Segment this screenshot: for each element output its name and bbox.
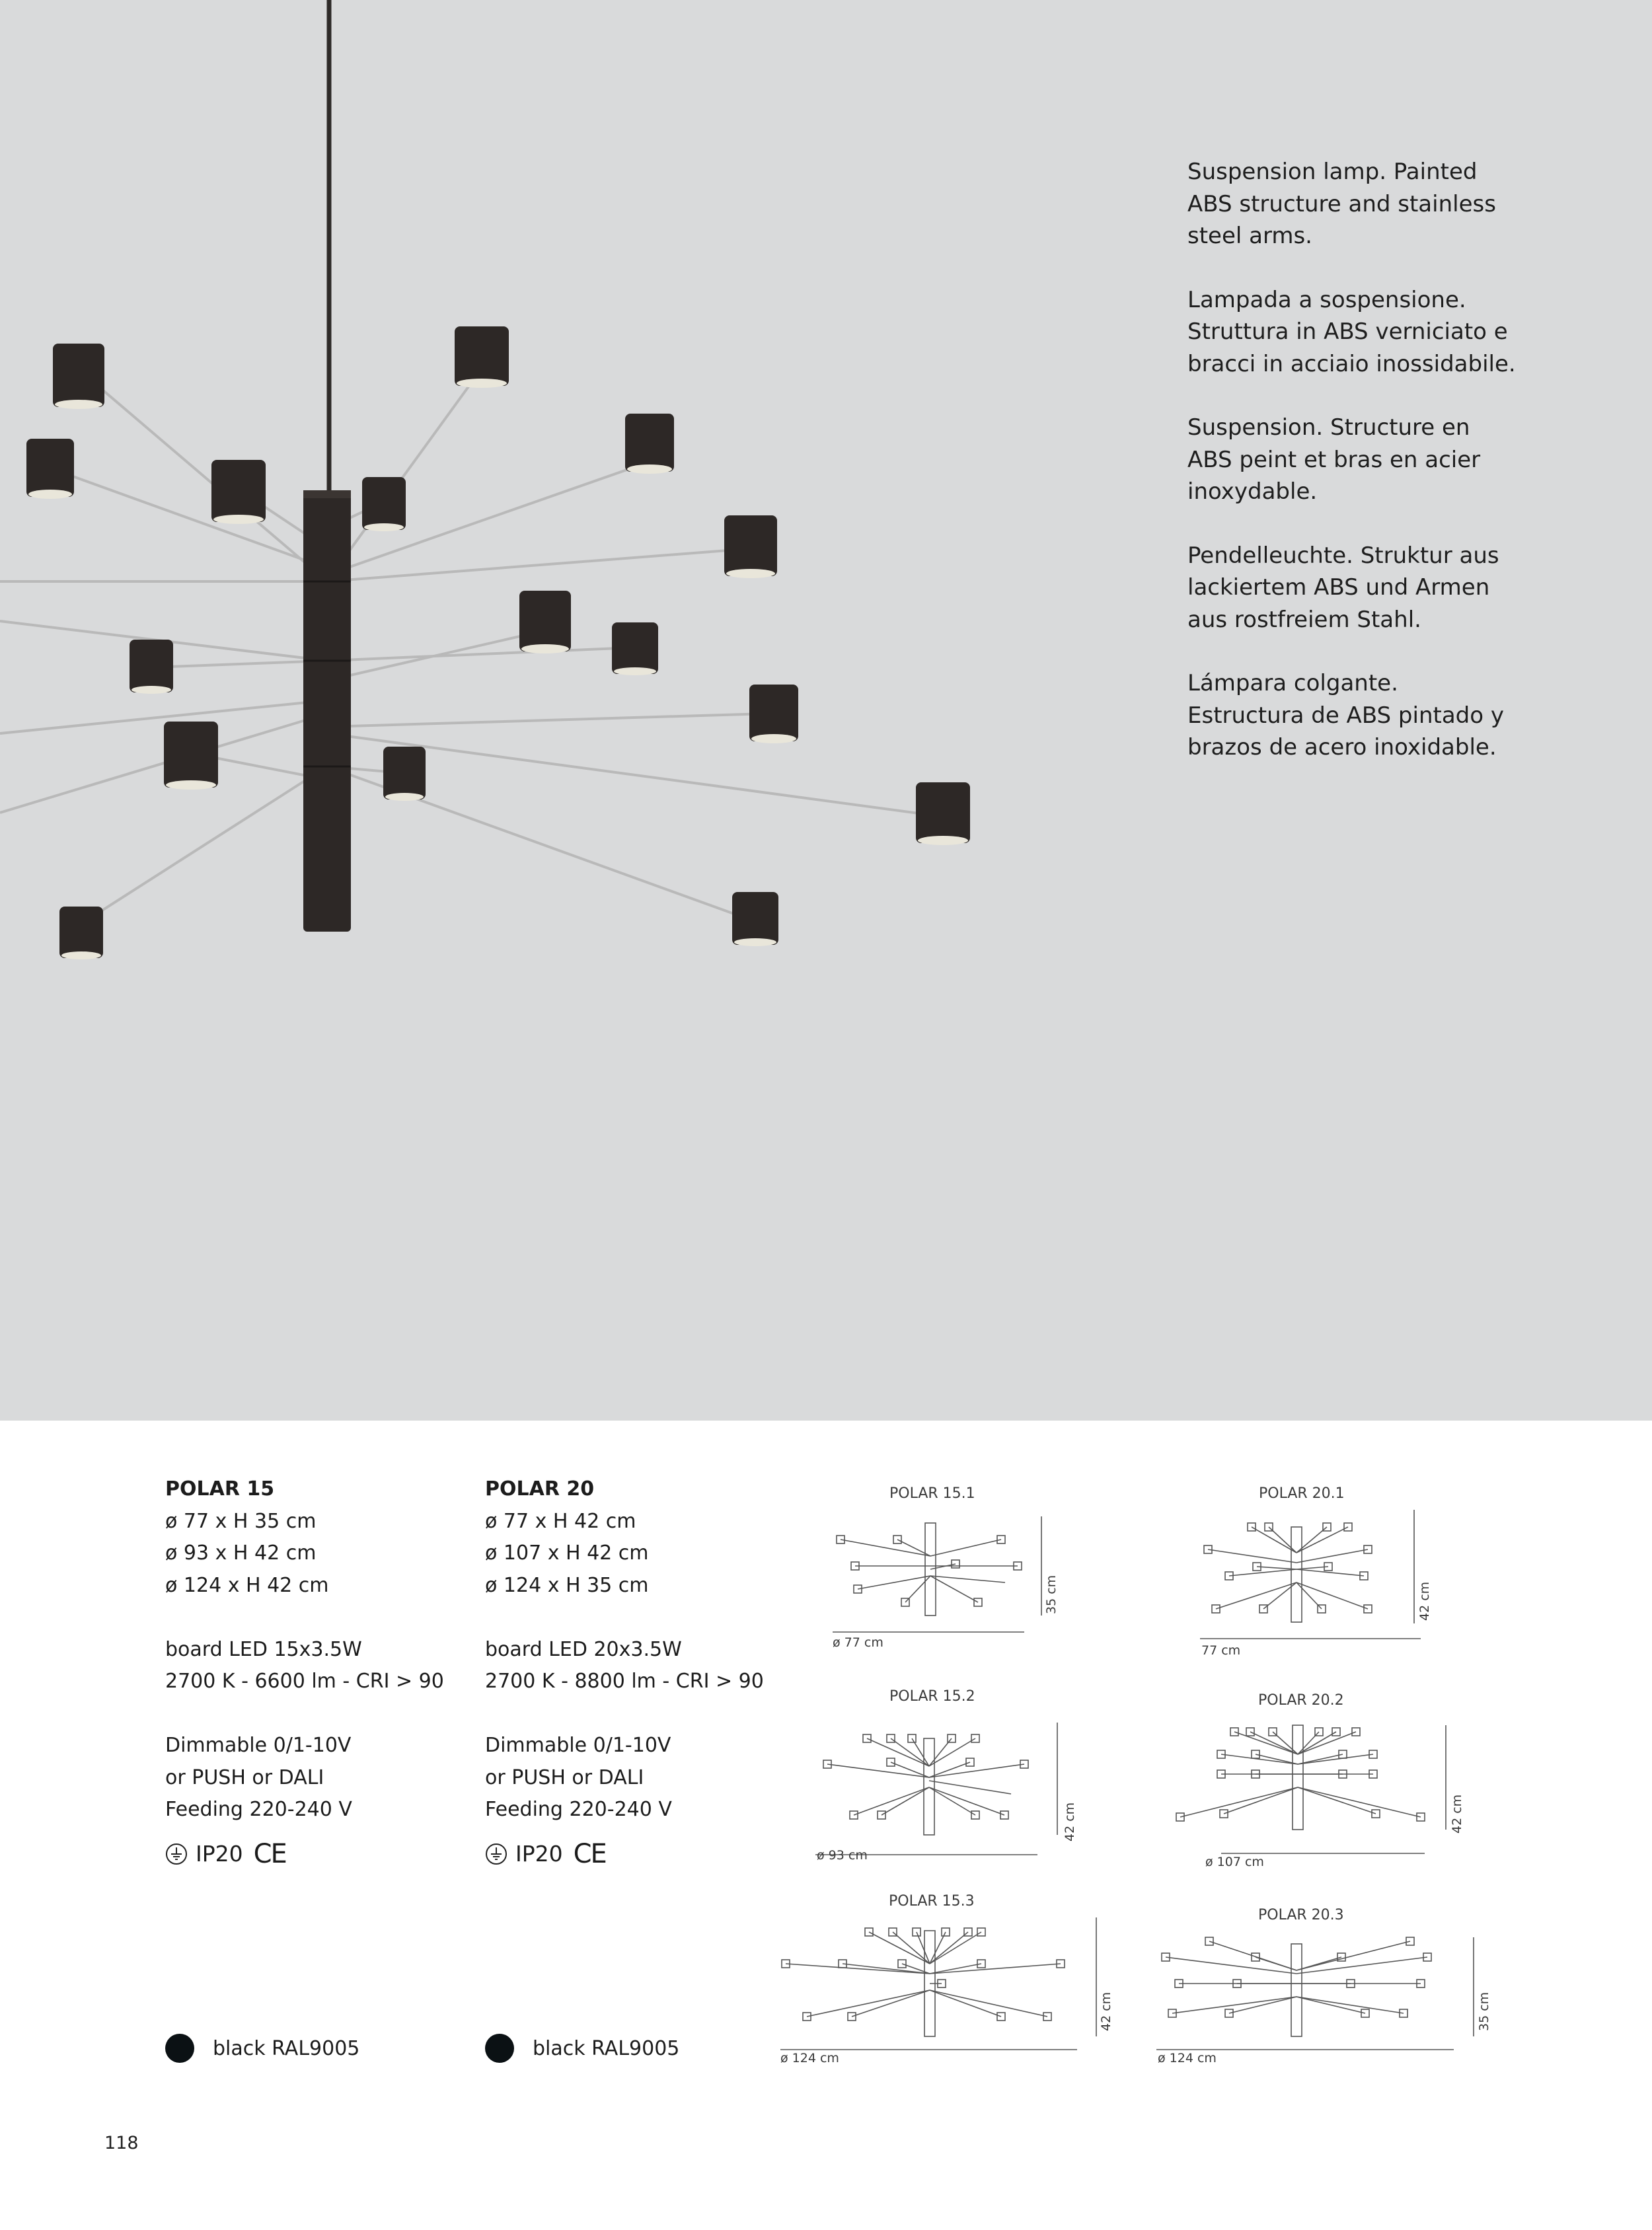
spec-column-polar-20 [485,1473,763,1870]
height-label: 42 cm [1450,1794,1464,1834]
description-it: Lampada a sospensione. Struttura in ABS verniciato e bracci in acciaio inossidabile. [1187,286,1516,377]
model-name: POLAR 15 [165,1477,275,1501]
height-label: 42 cm [1063,1802,1077,1841]
earth-ground-icon [485,1843,507,1865]
size-line: ø 77 x H 35 cm [165,1509,317,1533]
earth-ground-icon [165,1843,188,1865]
diagram-polar-20-3 [1150,1891,1493,2076]
diagram-title: POLAR 20.2 [1258,1692,1344,1709]
led-line: board LED 15x3.5W [165,1637,362,1661]
ce-mark-icon: CE [253,1838,286,1869]
description-en: Suspension lamp. Painted ABS structure and stainless steel arms. [1187,159,1496,249]
width-label: ø 77 cm [833,1635,883,1650]
width-label: 77 cm [1201,1643,1241,1658]
size-line: ø 124 x H 42 cm [165,1573,329,1597]
ip-rating: IP20 [515,1840,563,1867]
color-swatch [485,2034,514,2063]
control-line: Feeding 220-240 V [165,1798,352,1821]
diagram-polar-15-3 [776,1891,1120,2076]
height-label: 35 cm [1477,1991,1491,2031]
led-line: board LED 20x3.5W [485,1637,682,1661]
width-label: ø 93 cm [817,1848,868,1863]
width-label: ø 124 cm [1158,2051,1217,2065]
diagram-title: POLAR 20.3 [1258,1907,1344,1923]
diagram-drawing [1189,1483,1454,1642]
model-name: POLAR 20 [485,1477,595,1501]
finish-label: black RAL9005 [533,2036,680,2060]
diagram-title: POLAR 15.2 [889,1688,975,1705]
width-label: ø 107 cm [1205,1855,1264,1869]
height-label: 42 cm [1099,1991,1113,2031]
size-line: ø 107 x H 42 cm [485,1542,649,1565]
description-de: Pendelleuchte. Struktur aus lackiertem ABS und Armen aus rostfreiem Stahl. [1187,542,1499,633]
diagram-drawing [813,1688,1090,1860]
led-line: 2700 K - 6600 lm - CRI > 90 [165,1670,444,1693]
diagram-title: POLAR 15.3 [889,1893,975,1910]
control-line: Dimmable 0/1-10V [485,1734,671,1757]
size-line: ø 93 x H 42 cm [165,1542,317,1565]
diagram-polar-15-2 [813,1688,1090,1873]
control-line: Feeding 220-240 V [485,1798,672,1821]
control-line: or PUSH or DALI [485,1765,644,1789]
led-line: 2700 K - 8800 lm - CRI > 90 [485,1670,764,1693]
size-line: ø 124 x H 35 cm [485,1573,649,1597]
description-fr: Suspension. Structure en ABS peint et bras en acier inoxydable. [1187,414,1481,505]
diagram-drawing [776,1891,1120,2063]
diagram-drawing [1163,1688,1467,1867]
finish-label: black RAL9005 [213,2036,360,2060]
height-label: 42 cm [1417,1581,1432,1621]
width-label: ø 124 cm [780,2051,839,2065]
description-es: Lámpara colgante. Estructura de ABS pintado y brazos de acero inoxidable. [1187,670,1504,761]
height-label: 35 cm [1044,1575,1059,1614]
ip-rating: IP20 [196,1840,243,1867]
diagram-drawing [1150,1891,1493,2063]
size-line: ø 77 x H 42 cm [485,1509,636,1533]
page-number: 118 [104,2133,139,2153]
certifications [485,1838,763,1871]
diagram-title: POLAR 20.1 [1259,1485,1345,1502]
color-swatch [165,2034,194,2063]
finish-swatch-polar-20 [485,2034,679,2063]
certifications [165,1838,443,1871]
diagram-title: POLAR 15.1 [889,1485,975,1502]
ce-mark-icon: CE [573,1838,606,1869]
spec-column-polar-15 [165,1473,443,1870]
finish-swatch-polar-15 [165,2034,359,2063]
control-line: or PUSH or DALI [165,1765,324,1789]
diagram-polar-15-1 [826,1483,1077,1655]
diagram-polar-20-1 [1189,1483,1454,1662]
diagram-drawing [826,1483,1064,1635]
description-block [1187,156,1558,796]
control-line: Dimmable 0/1-10V [165,1734,352,1757]
diagram-polar-20-2 [1163,1688,1467,1880]
lamp-illustration [0,0,991,991]
